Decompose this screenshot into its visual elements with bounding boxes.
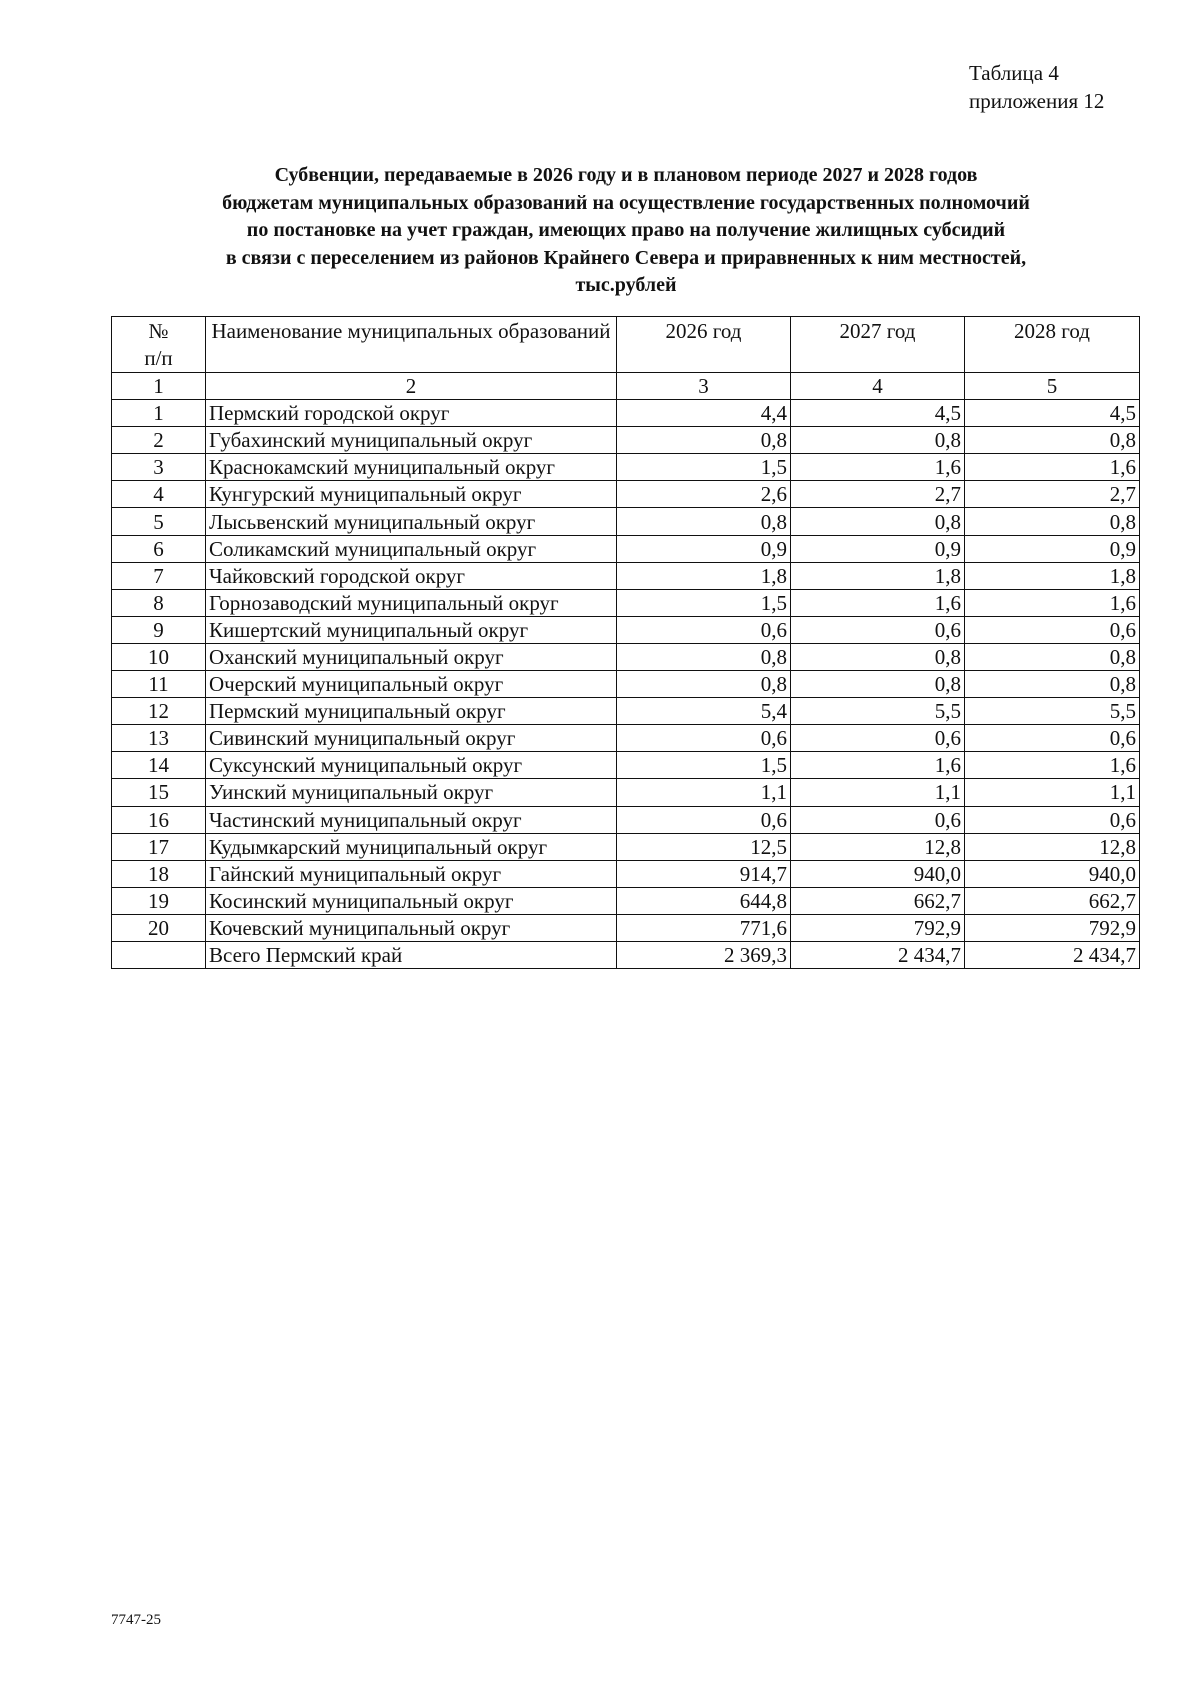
row-value-2026: 1,5: [617, 454, 791, 481]
row-value-2027: 1,6: [791, 454, 965, 481]
row-value-2026: 1,5: [617, 589, 791, 616]
header-num-abbr: п/п: [144, 346, 173, 370]
header-2028: 2028 год: [965, 317, 1140, 373]
title-line: в связи с переселением из районов Крайнего Севера и приравненных к ним местностей,: [225, 246, 1027, 269]
row-value-2027: 0,6: [791, 616, 965, 643]
row-num: 10: [112, 643, 206, 670]
row-value-2027: 1,6: [791, 752, 965, 779]
column-number: 5: [965, 373, 1140, 400]
header-num-symbol: №: [148, 319, 169, 343]
row-value-2026: 0,6: [617, 725, 791, 752]
row-value-2026: 1,8: [617, 562, 791, 589]
table-row: [112, 589, 1140, 616]
row-value-2027: 1,6: [791, 589, 965, 616]
table-row: [112, 833, 1140, 860]
row-num: 13: [112, 725, 206, 752]
subventions-table: [111, 316, 1140, 969]
row-name: Краснокамский муниципальный округ: [206, 454, 617, 481]
row-name: Лысьвенский муниципальный округ: [206, 508, 617, 535]
row-name: Пермский муниципальный округ: [206, 698, 617, 725]
row-num: 14: [112, 752, 206, 779]
row-value-2027: 2,7: [791, 481, 965, 508]
row-name: Оханский муниципальный округ: [206, 643, 617, 670]
row-value-2028: 0,8: [965, 427, 1140, 454]
row-value-2026: 2,6: [617, 481, 791, 508]
row-value-2027: 0,8: [791, 643, 965, 670]
title-line: тыс.рублей: [575, 274, 677, 296]
row-value-2026: 0,8: [617, 427, 791, 454]
row-name: Кишертский муниципальный округ: [206, 616, 617, 643]
row-name: Пермский городской округ: [206, 400, 617, 427]
table-row: [112, 914, 1140, 941]
row-value-2026: 771,6: [617, 914, 791, 941]
row-num: 20: [112, 914, 206, 941]
row-value-2026: 0,6: [617, 806, 791, 833]
row-value-2028: 2,7: [965, 481, 1140, 508]
total-num: [112, 941, 206, 968]
table-row: [112, 454, 1140, 481]
column-number: 1: [112, 373, 206, 400]
row-value-2026: 12,5: [617, 833, 791, 860]
row-num: 16: [112, 806, 206, 833]
row-value-2027: 1,8: [791, 562, 965, 589]
table-row: [112, 806, 1140, 833]
title-line: Субвенции, передаваемые в 2026 году и в плановом периоде 2027 и 2028 годов: [274, 164, 978, 186]
row-name: Кочевский муниципальный округ: [206, 914, 617, 941]
row-num: 19: [112, 887, 206, 914]
row-value-2026: 4,4: [617, 400, 791, 427]
column-number-row: [112, 373, 1140, 400]
row-value-2028: 1,6: [965, 752, 1140, 779]
row-num: 1: [112, 400, 206, 427]
table-caption-line1: Таблица 4: [969, 61, 1059, 85]
row-value-2028: 0,6: [965, 616, 1140, 643]
row-num: 3: [112, 454, 206, 481]
row-value-2028: 0,6: [965, 725, 1140, 752]
row-name: Губахинский муниципальный округ: [206, 427, 617, 454]
table-row: [112, 779, 1140, 806]
row-value-2028: 0,6: [965, 806, 1140, 833]
row-name: Частинский муниципальный округ: [206, 806, 617, 833]
column-number: 3: [617, 373, 791, 400]
row-value-2026: 0,8: [617, 508, 791, 535]
row-value-2028: 1,1: [965, 779, 1140, 806]
row-value-2026: 1,5: [617, 752, 791, 779]
row-value-2027: 5,5: [791, 698, 965, 725]
row-num: 9: [112, 616, 206, 643]
table-caption: [969, 59, 1104, 115]
row-value-2026: 0,9: [617, 535, 791, 562]
row-num: 4: [112, 481, 206, 508]
row-num: 11: [112, 671, 206, 698]
table-row: [112, 643, 1140, 670]
row-value-2026: 644,8: [617, 887, 791, 914]
row-num: 6: [112, 535, 206, 562]
row-num: 5: [112, 508, 206, 535]
total-label: Всего Пермский край: [206, 941, 617, 968]
row-value-2028: 0,9: [965, 535, 1140, 562]
row-name: Сивинский муниципальный округ: [206, 725, 617, 752]
row-value-2026: 5,4: [617, 698, 791, 725]
row-name: Кунгурский муниципальный округ: [206, 481, 617, 508]
table-row: [112, 887, 1140, 914]
row-value-2027: 662,7: [791, 887, 965, 914]
document-code: 7747-25: [111, 1612, 161, 1628]
column-number: 4: [791, 373, 965, 400]
row-num: 2: [112, 427, 206, 454]
row-value-2027: 940,0: [791, 860, 965, 887]
table-row: [112, 508, 1140, 535]
row-name: Гайнский муниципальный округ: [206, 860, 617, 887]
document-title: [110, 162, 1142, 300]
table-body: [112, 400, 1140, 942]
table-row: [112, 698, 1140, 725]
row-value-2026: 0,8: [617, 643, 791, 670]
column-number: 2: [206, 373, 617, 400]
table-row: [112, 860, 1140, 887]
row-value-2027: 0,8: [791, 671, 965, 698]
table-row: [112, 535, 1140, 562]
row-value-2027: 1,1: [791, 779, 965, 806]
header-2027: 2027 год: [791, 317, 965, 373]
row-value-2027: 12,8: [791, 833, 965, 860]
row-num: 7: [112, 562, 206, 589]
row-name: Кудымкарский муниципальный округ: [206, 833, 617, 860]
row-value-2028: 940,0: [965, 860, 1140, 887]
title-line: по постановке на учет граждан, имеющих право на получение жилищных субсидий: [246, 219, 1006, 241]
row-value-2028: 0,8: [965, 671, 1140, 698]
row-value-2028: 0,8: [965, 508, 1140, 535]
table-row: [112, 671, 1140, 698]
table-row: [112, 562, 1140, 589]
table-row: [112, 427, 1140, 454]
row-num: 17: [112, 833, 206, 860]
row-value-2026: 914,7: [617, 860, 791, 887]
row-value-2027: 4,5: [791, 400, 965, 427]
row-value-2027: 0,8: [791, 508, 965, 535]
row-name: Горнозаводский муниципальный округ: [206, 589, 617, 616]
row-name: Косинский муниципальный округ: [206, 887, 617, 914]
row-value-2028: 0,8: [965, 643, 1140, 670]
row-value-2027: 0,8: [791, 427, 965, 454]
table-header-row: [112, 317, 1140, 373]
header-num: [112, 317, 206, 373]
row-value-2026: 1,1: [617, 779, 791, 806]
row-value-2028: 1,6: [965, 589, 1140, 616]
table-row: [112, 725, 1140, 752]
row-value-2027: 792,9: [791, 914, 965, 941]
row-value-2026: 0,6: [617, 616, 791, 643]
table-row: [112, 752, 1140, 779]
row-value-2027: 0,9: [791, 535, 965, 562]
title-line: бюджетам муниципальных образований на осуществление государственных полномочий: [222, 191, 1030, 214]
row-num: 15: [112, 779, 206, 806]
table-row: [112, 481, 1140, 508]
row-name: Уинский муниципальный округ: [206, 779, 617, 806]
total-row: [112, 941, 1140, 968]
row-value-2028: 5,5: [965, 698, 1140, 725]
row-value-2028: 1,6: [965, 454, 1140, 481]
row-value-2026: 0,8: [617, 671, 791, 698]
row-value-2028: 12,8: [965, 833, 1140, 860]
total-2027: 2 434,7: [791, 941, 965, 968]
total-2026: 2 369,3: [617, 941, 791, 968]
row-value-2028: 1,8: [965, 562, 1140, 589]
total-2028: 2 434,7: [965, 941, 1140, 968]
table-row: [112, 616, 1140, 643]
table-row: [112, 400, 1140, 427]
row-value-2028: 662,7: [965, 887, 1140, 914]
row-value-2027: 0,6: [791, 806, 965, 833]
row-name: Соликамский муниципальный округ: [206, 535, 617, 562]
table-caption-line2: приложения 12: [969, 89, 1105, 113]
row-name: Чайковский городской округ: [206, 562, 617, 589]
header-name: Наименование муниципальных образований: [206, 317, 617, 373]
row-value-2028: 792,9: [965, 914, 1140, 941]
row-value-2028: 4,5: [965, 400, 1140, 427]
row-num: 18: [112, 860, 206, 887]
row-num: 12: [112, 698, 206, 725]
row-name: Суксунский муниципальный округ: [206, 752, 617, 779]
row-name: Очерский муниципальный округ: [206, 671, 617, 698]
row-num: 8: [112, 589, 206, 616]
header-2026: 2026 год: [617, 317, 791, 373]
row-value-2027: 0,6: [791, 725, 965, 752]
